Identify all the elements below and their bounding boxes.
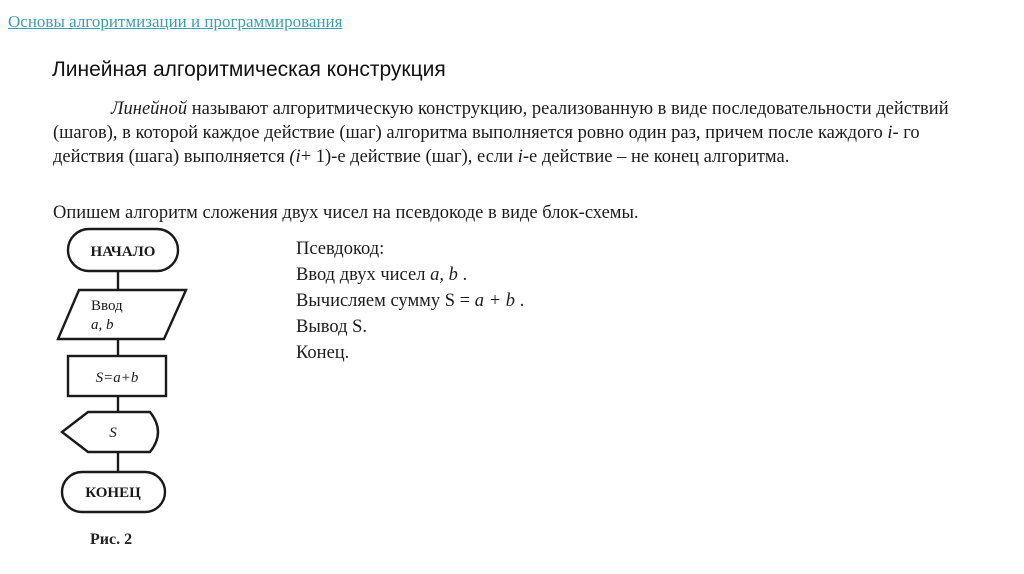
definition-var-i-2: i — [517, 147, 523, 167]
pseudocode-heading: Псевдокод: — [296, 239, 385, 259]
definition-text-3: + 1)-е действие (шаг), если — [300, 147, 518, 167]
pseudocode-line-input: Ввод двух чисел a, b . — [296, 265, 468, 285]
definition-text-4: -е действие – не конец алгоритма. — [522, 147, 790, 167]
process-label: S=a+b — [95, 370, 139, 386]
definition-text-2: - го действия (шага) выполняется — [53, 123, 920, 167]
definition-var-i-plus: (i — [289, 147, 301, 167]
pseudocode-line-end: Конец. — [296, 343, 350, 363]
pseudocode-line-compute: Вычисляем сумму S = a + b . — [296, 291, 525, 311]
slide-title: Линейная алгоритмическая конструкция — [52, 58, 446, 81]
output-label: S — [109, 425, 117, 441]
header-link[interactable]: Основы алгоритмизации и программирования — [8, 12, 343, 31]
input-label-2: a, b — [91, 317, 114, 333]
definition-term: Линейной — [111, 99, 188, 119]
pseudocode-line-output: Вывод S. — [296, 317, 368, 337]
end-label: КОНЕЦ — [85, 485, 141, 501]
input-label-1: Ввод — [91, 298, 123, 314]
start-label: НАЧАЛО — [90, 244, 156, 260]
definition-var-i: i — [887, 123, 893, 143]
figure-caption: Рис. 2 — [90, 531, 133, 548]
definition-text-1: называют алгоритмическую конструкцию, реализованную в виде последовательности действий (шагов), в которой каждое действие (шаг) алгоритма выполняется ровно один раз, причем после каждого — [53, 99, 949, 143]
intro-text: Опишем алгоритм сложения двух чисел на псевдокоде в виде блок-схемы. — [53, 203, 639, 223]
